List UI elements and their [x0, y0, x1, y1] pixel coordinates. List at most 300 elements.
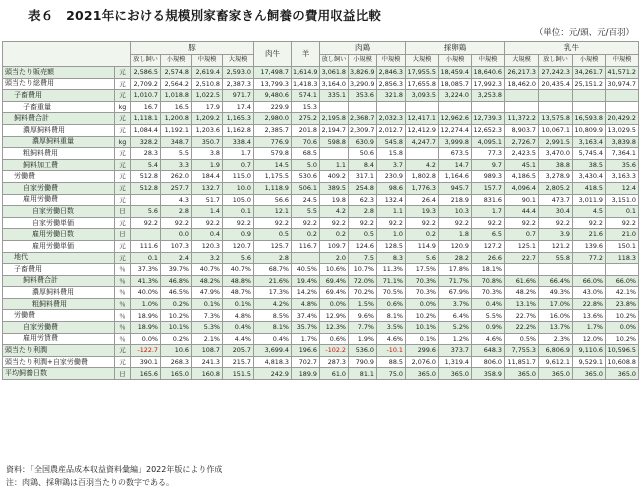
data-cell: 2,423.5 [505, 148, 539, 160]
unit-note: （単位：元/頭、元/百羽） [534, 28, 634, 38]
data-cell: 373.7 [439, 345, 472, 357]
table-row [3, 310, 639, 322]
data-cell: 971.7 [223, 90, 254, 102]
data-cell: 2,574.8 [161, 67, 192, 79]
data-cell: 69.4% [320, 287, 349, 299]
data-cell: -122.7 [131, 345, 161, 357]
data-cell: 151.5 [223, 368, 254, 380]
data-cell: 17,955.5 [406, 67, 439, 79]
data-cell: 389.5 [320, 182, 349, 194]
data-cell: 28.3 [131, 148, 161, 160]
data-cell: 3,163.4 [573, 136, 606, 148]
data-cell: 3,061.8 [320, 67, 349, 79]
data-cell: 348.7 [161, 136, 192, 148]
data-cell: 124.6 [349, 240, 377, 252]
data-cell: 17,655.8 [406, 78, 439, 90]
row-unit: 元 [115, 124, 131, 136]
data-cell: 0.1% [223, 298, 254, 310]
data-cell: 0.6% [377, 298, 406, 310]
data-cell: 13,029.5 [606, 124, 639, 136]
group-header-pig: 豚 [131, 42, 254, 55]
data-cell: 275.2 [292, 113, 320, 125]
data-cell: 241.3 [192, 356, 223, 368]
data-cell: 268.3 [161, 356, 192, 368]
data-cell: 10.1% [406, 322, 439, 334]
data-cell: 7,755.3 [505, 345, 539, 357]
data-cell: 4,096.4 [505, 182, 539, 194]
data-cell: 189.9 [292, 368, 320, 380]
data-cell: 118.3 [606, 252, 639, 264]
data-cell: 512.8 [131, 182, 161, 194]
row-unit: ％ [115, 287, 131, 299]
data-cell: 7,364.1 [606, 148, 639, 160]
data-cell: 22.8% [573, 298, 606, 310]
subheader-cell: 中規模 [192, 55, 223, 67]
data-cell: 10.2% [161, 310, 192, 322]
row-label: 濃厚飼料費用 [3, 287, 115, 299]
data-cell: 9.7 [472, 159, 505, 171]
data-cell: 22.2% [505, 322, 539, 334]
data-cell: 673.5 [439, 148, 472, 160]
data-cell: 66.4% [539, 275, 573, 287]
data-cell: 92.2 [406, 217, 439, 229]
data-cell: 0.1 [131, 252, 161, 264]
data-cell: 92.2 [254, 217, 292, 229]
data-cell: 0.0 [161, 229, 192, 241]
data-cell: 3,093.5 [406, 90, 439, 102]
data-cell: 8.1% [377, 310, 406, 322]
data-cell: 0.7 [223, 159, 254, 171]
group-header-beef: 肉牛 [254, 42, 292, 67]
data-cell [406, 101, 439, 113]
data-cell: 17.3% [254, 287, 292, 299]
data-cell: 20,435.4 [539, 78, 573, 90]
data-cell: 21.6 [573, 229, 606, 241]
data-cell: 16,593.8 [573, 113, 606, 125]
row-label: 粗飼料費用 [3, 298, 115, 310]
data-cell: 41,571.2 [606, 67, 639, 79]
data-cell: 2,368.7 [349, 113, 377, 125]
data-cell: 0.0% [320, 298, 349, 310]
data-cell: 17.0% [539, 298, 573, 310]
data-cell: 3,999.8 [439, 136, 472, 148]
data-cell: 17.8% [439, 264, 472, 276]
data-cell: 317.1 [349, 171, 377, 183]
data-cell: 12,412.9 [406, 124, 439, 136]
data-cell: 46.8% [161, 275, 192, 287]
group-header-dairy: 乳牛 [505, 42, 639, 55]
data-cell: 1,319.4 [439, 356, 472, 368]
data-cell [472, 101, 505, 113]
table-row [3, 67, 639, 79]
data-cell: 9,480.6 [254, 90, 292, 102]
row-unit: 元 [115, 345, 131, 357]
data-cell: 2,805.2 [539, 182, 573, 194]
row-unit: ％ [115, 310, 131, 322]
data-cell: 1,084.4 [131, 124, 161, 136]
data-cell: 0.2 [292, 229, 320, 241]
data-cell: 350.7 [192, 136, 223, 148]
subheader-cell: 中規模 [377, 55, 406, 67]
data-cell: 0.4% [223, 322, 254, 334]
data-cell: 30.4 [539, 206, 573, 218]
data-cell: 6.4% [439, 310, 472, 322]
data-cell: 17,498.7 [254, 67, 292, 79]
data-cell: 56.6 [254, 194, 292, 206]
data-cell: 2.8 [254, 252, 292, 264]
data-cell: 0.9% [472, 322, 505, 334]
data-cell: 19.8 [320, 194, 349, 206]
data-cell: 0.5 [254, 229, 292, 241]
data-cell: 365.0 [573, 368, 606, 380]
data-cell: 10.3 [439, 206, 472, 218]
data-cell: 8.3 [377, 252, 406, 264]
data-cell: 12,417.1 [406, 113, 439, 125]
data-cell: 574.1 [292, 90, 320, 102]
data-cell: 165.6 [131, 368, 161, 380]
data-cell: 4.3 [161, 194, 192, 206]
table-row [3, 148, 639, 160]
row-label: 自家労働費 [3, 322, 115, 334]
data-cell: 77.2 [573, 252, 606, 264]
row-label: 自家労働日数 [3, 206, 115, 218]
data-cell: 10,067.1 [539, 124, 573, 136]
subheader-cell: 放し飼い [320, 55, 349, 67]
data-cell [539, 264, 573, 276]
data-cell: 579.8 [254, 148, 292, 160]
data-cell: 98.6 [377, 182, 406, 194]
data-cell: 120.7 [223, 240, 254, 252]
data-cell: 69.4% [320, 275, 349, 287]
table-row [3, 322, 639, 334]
data-cell: 10,809.9 [573, 124, 606, 136]
table-row [3, 90, 639, 102]
data-cell: 1.9 [192, 159, 223, 171]
data-cell: 127.2 [472, 240, 505, 252]
data-cell: 3,164.0 [320, 78, 349, 90]
row-label: 雇用労賃費 [3, 333, 115, 345]
data-cell: 10.2% [406, 310, 439, 322]
row-unit: 元 [115, 171, 131, 183]
data-cell: 12.0% [573, 333, 606, 345]
row-label: 頭当たり総費用 [3, 78, 115, 90]
data-cell [292, 252, 320, 264]
data-cell: 2.8 [349, 206, 377, 218]
data-cell: 0.0% [406, 298, 439, 310]
data-cell: 10.2% [606, 333, 639, 345]
data-cell: 205.7 [223, 345, 254, 357]
subheader-cell: 大規模 [505, 55, 539, 67]
data-cell: 44.4 [505, 206, 539, 218]
row-label: 子畜重量 [3, 101, 115, 113]
data-cell: 92.2 [320, 217, 349, 229]
data-cell: 11.3% [377, 264, 406, 276]
data-cell: 0.4% [254, 333, 292, 345]
data-cell: 2,991.5 [539, 136, 573, 148]
data-cell: 5.6 [223, 252, 254, 264]
data-cell: 18,640.6 [472, 67, 505, 79]
data-cell: 10.2% [606, 310, 639, 322]
row-unit: 元 [115, 240, 131, 252]
data-cell: 18.9% [131, 310, 161, 322]
row-label: 雇用労働日数 [3, 229, 115, 241]
row-unit: 元 [115, 67, 131, 79]
data-cell: 120.3 [192, 240, 223, 252]
data-cell: 1,209.2 [192, 113, 223, 125]
data-cell: 790.9 [349, 356, 377, 368]
data-cell: 5.2% [439, 322, 472, 334]
data-cell: 157.7 [472, 182, 505, 194]
table-row [3, 298, 639, 310]
data-cell: 160.8 [192, 368, 223, 380]
data-cell: 473.7 [539, 194, 573, 206]
data-cell: 2.0 [320, 252, 349, 264]
data-cell: 1.2% [439, 333, 472, 345]
data-cell: 108.7 [192, 345, 223, 357]
data-cell: 15.3 [292, 101, 320, 113]
row-label: 頭当たり販売額 [3, 67, 115, 79]
data-cell: 262.0 [161, 171, 192, 183]
data-cell: 37.3% [131, 264, 161, 276]
data-cell: 25,151.2 [573, 78, 606, 90]
data-cell: 70.8% [472, 275, 505, 287]
data-cell: 10,596.5 [606, 345, 639, 357]
data-cell: 51.7 [192, 194, 223, 206]
data-cell: 24.5 [292, 194, 320, 206]
data-cell: 1,614.9 [292, 67, 320, 79]
data-cell: 12.9% [320, 310, 349, 322]
data-cell: 1,118.1 [131, 113, 161, 125]
data-cell: 10.7% [349, 264, 377, 276]
data-cell: 139.6 [573, 240, 606, 252]
data-cell: 68.7% [254, 264, 292, 276]
data-cell: 4.4% [223, 333, 254, 345]
data-cell: 26.4 [406, 194, 439, 206]
data-cell: 11,851.7 [505, 356, 539, 368]
table-row [3, 101, 639, 113]
subheader-cell: 小規模 [349, 55, 377, 67]
data-cell: 40.5% [292, 264, 320, 276]
data-cell: 41.3% [131, 275, 161, 287]
data-cell: 61.0 [320, 368, 349, 380]
data-cell: 40.7% [192, 264, 223, 276]
data-cell: 12,962.6 [439, 113, 472, 125]
data-cell: 11,372.2 [505, 113, 539, 125]
data-cell [573, 90, 606, 102]
data-cell: 19.4% [292, 275, 320, 287]
table-row [3, 345, 639, 357]
data-cell: 0.1% [406, 333, 439, 345]
data-cell: 70.5% [377, 287, 406, 299]
data-cell: 92.2 [292, 217, 320, 229]
row-unit: ％ [115, 264, 131, 276]
table-row [3, 264, 639, 276]
data-cell: 114.9 [406, 240, 439, 252]
data-cell: 17.9 [192, 101, 223, 113]
data-cell: 3,699.4 [254, 345, 292, 357]
data-cell: 121.2 [539, 240, 573, 252]
data-cell: 0.2% [161, 333, 192, 345]
corner-cell [3, 42, 131, 67]
data-cell: 3,290.9 [349, 78, 377, 90]
data-cell: 2,856.3 [377, 78, 406, 90]
data-cell: 5,745.4 [573, 148, 606, 160]
row-unit: 元 [115, 217, 131, 229]
data-cell: 20,429.2 [606, 113, 639, 125]
table-row [3, 217, 639, 229]
data-cell: 26.6 [472, 252, 505, 264]
data-cell: 92.2 [377, 217, 406, 229]
data-cell: 5.5 [292, 206, 320, 218]
data-cell: 2,980.0 [254, 113, 292, 125]
group-header-sheep: 羊 [292, 42, 320, 67]
data-cell: 215.7 [223, 356, 254, 368]
table-row [3, 252, 639, 264]
table-row [3, 240, 639, 252]
data-cell: 48.8% [223, 275, 254, 287]
row-label: 子畜費用 [3, 90, 115, 102]
table-row [3, 206, 639, 218]
row-label: 平均飼養日数 [3, 368, 115, 380]
data-cell: 1.0 [377, 229, 406, 241]
data-cell: 120.9 [439, 240, 472, 252]
data-cell: 831.6 [472, 194, 505, 206]
data-cell: 3,253.8 [472, 90, 505, 102]
data-cell: 125.7 [254, 240, 292, 252]
data-cell: 6,806.9 [539, 345, 573, 357]
table-row [3, 159, 639, 171]
data-cell: 92.2 [131, 217, 161, 229]
data-cell: 2,012.7 [377, 124, 406, 136]
data-cell: 0.1 [223, 206, 254, 218]
data-cell: 545.8 [377, 136, 406, 148]
data-cell: 13,575.8 [539, 113, 573, 125]
data-cell: 17.4 [223, 101, 254, 113]
data-cell: 18,462.0 [505, 78, 539, 90]
data-cell: 365.0 [606, 368, 639, 380]
row-label: 自家労働単価 [3, 217, 115, 229]
table-row [3, 182, 639, 194]
data-cell: 299.6 [406, 345, 439, 357]
data-cell: 92.2 [439, 217, 472, 229]
row-label: 頭当たり利潤+自家労働費 [3, 356, 115, 368]
data-cell: 365.0 [505, 368, 539, 380]
row-unit: 元 [115, 90, 131, 102]
row-label: 労働費 [3, 310, 115, 322]
data-cell: 2,593.0 [223, 67, 254, 79]
data-cell: 132.7 [192, 182, 223, 194]
data-cell: 2,076.0 [406, 356, 439, 368]
data-cell: 4.2 [320, 206, 349, 218]
data-cell: 13.1% [505, 298, 539, 310]
row-unit: 元 [115, 159, 131, 171]
data-cell: 49.3% [539, 287, 573, 299]
data-cell: 70.3% [472, 287, 505, 299]
data-cell: 3,151.0 [606, 194, 639, 206]
data-cell [505, 264, 539, 276]
data-cell: 365.0 [439, 368, 472, 380]
data-cell: 365.0 [406, 368, 439, 380]
data-cell: 9,110.6 [573, 345, 606, 357]
data-cell: 702.7 [292, 356, 320, 368]
data-cell: 229.9 [254, 101, 292, 113]
data-cell: 62.3 [349, 194, 377, 206]
data-cell: 12,739.3 [472, 113, 505, 125]
data-cell: 2,387.3 [223, 78, 254, 90]
data-cell: 92.2 [573, 217, 606, 229]
row-unit: ％ [115, 333, 131, 345]
data-cell: 55.8 [539, 252, 573, 264]
data-cell: 72.0% [349, 275, 377, 287]
cost-revenue-table [2, 41, 639, 380]
row-unit: kg [115, 101, 131, 113]
data-cell: 1.0% [131, 298, 161, 310]
data-cell: 18,459.4 [439, 67, 472, 79]
row-unit: 日 [115, 229, 131, 241]
data-cell: 630.9 [349, 136, 377, 148]
data-cell: 2,726.7 [505, 136, 539, 148]
data-cell [606, 264, 639, 276]
data-cell: 38.8 [539, 159, 573, 171]
data-cell: 125.1 [505, 240, 539, 252]
data-cell: 92.2 [192, 217, 223, 229]
data-cell: 70.3% [406, 287, 439, 299]
data-cell: 18.9% [131, 322, 161, 334]
row-unit: ％ [115, 275, 131, 287]
row-label: 頭当たり利潤 [3, 345, 115, 357]
data-cell: 10.6 [161, 345, 192, 357]
data-cell: 66.0% [606, 275, 639, 287]
data-cell: 0.9 [223, 229, 254, 241]
data-cell: 150.1 [606, 240, 639, 252]
subheader-cell: 中規模 [472, 55, 505, 67]
data-cell: 1.1 [320, 159, 349, 171]
row-label: 飼料費合計 [3, 275, 115, 287]
data-cell: 7.5 [349, 252, 377, 264]
data-cell: 46.5% [161, 287, 192, 299]
data-cell: 107.3 [161, 240, 192, 252]
data-cell: 409.2 [320, 171, 349, 183]
data-cell: 806.0 [472, 356, 505, 368]
data-cell: 1,118.9 [254, 182, 292, 194]
data-cell: 0.2% [161, 298, 192, 310]
data-cell: 45.1 [505, 159, 539, 171]
data-cell: 42.1% [606, 287, 639, 299]
data-cell: 3,224.0 [439, 90, 472, 102]
data-cell: 1.7 [223, 148, 254, 160]
data-cell: 648.3 [472, 345, 505, 357]
data-cell: 1,010.7 [131, 90, 161, 102]
data-cell: 70.6 [292, 136, 320, 148]
row-label: 濃厚飼料重量 [3, 136, 115, 148]
data-cell: 989.3 [472, 171, 505, 183]
data-cell: 12.1 [254, 206, 292, 218]
data-cell: 5.5 [161, 148, 192, 160]
subheader-cell: 放し飼い [131, 55, 161, 67]
data-cell [406, 148, 439, 160]
data-cell: 2,510.8 [192, 78, 223, 90]
data-cell: 22.7 [505, 252, 539, 264]
row-label: 雇用労働単価 [3, 240, 115, 252]
data-cell: 218.9 [439, 194, 472, 206]
row-label: 子畜費用 [3, 264, 115, 276]
data-cell: 13,799.3 [254, 78, 292, 90]
row-unit: 元 [115, 356, 131, 368]
data-cell [573, 264, 606, 276]
data-cell: 2,385.7 [254, 124, 292, 136]
data-cell: 12,652.3 [472, 124, 505, 136]
data-cell: 338.4 [223, 136, 254, 148]
